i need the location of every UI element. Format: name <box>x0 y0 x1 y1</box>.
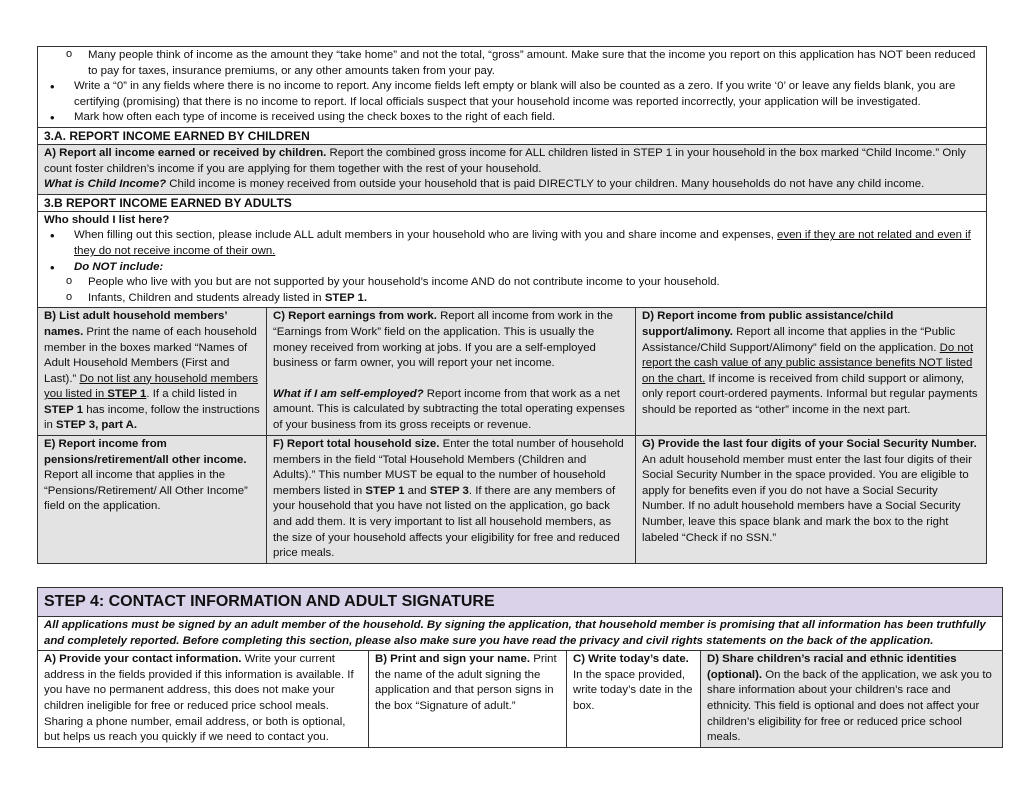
cell-c-text: Report all income from work in the “Earnings from Work” field on the application. This is usually the money received from working at jobs. If you are a self-employed business or farm owner, you will report your net income. <box>273 310 613 370</box>
step4-signature-text: Print the name of the adult signing the application and that person signs in the box “Signature of adult.” <box>375 653 557 712</box>
cell-f-text2: . If there are any members of your household that you have not listed on the application, go back and add them. It is very important to list all household members, as the size of your household affects your eligibility for free and reduced price meals. <box>273 484 620 560</box>
gross-income-note: o Many people think of income as the amount they “take home” and not the total, “gross” amount. Make sure that the income you report on this application has NOT been reduced to pay for taxes, insurance premiums, or any other amounts taken from your pay. <box>44 48 980 79</box>
who-to-list-underline: even if they are not related and even if they do not receive income of their own. <box>74 229 971 257</box>
who-to-list-item <box>44 228 980 259</box>
cell-b-step3: STEP 3, part A. <box>56 419 138 432</box>
cell-e-pensions <box>38 436 267 563</box>
cell-c-question: What if I am self-employed? <box>273 387 424 400</box>
cell-e-text: Report all income that applies in the “Pensions/Retirement/ All Other Income” field on the application. <box>44 469 248 513</box>
step4-title: STEP 4: CONTACT INFORMATION AND ADULT SIGNATURE <box>38 588 1002 617</box>
step4-ethnicity-title: D) Share children’s racial and ethnic identities (optional). <box>707 653 957 681</box>
cell-g-text: An adult household member must enter the last four digits of their Social Security Number in the space provided. You are eligible to apply for benefits even if you do not have a Social Security Number. If no adult household members have a Social Security Number, leave this space blank and mark the box to the right labeled “Check if no SSN.” <box>642 453 972 544</box>
cell-g-title: G) Provide the last four digits of your Social Security Number. <box>642 438 977 451</box>
section-3b-heading: 3.B REPORT INCOME EARNED BY ADULTS <box>38 195 986 212</box>
who-list <box>44 228 980 275</box>
step4-contact-title: A) Provide your contact information. <box>44 653 242 666</box>
cell-f-household-size <box>267 436 636 563</box>
step4-signature-title: B) Print and sign your name. <box>375 653 531 666</box>
cell-d-underline: Do not report the cash value of any public assistance benefits NOT listed on the chart. <box>642 341 974 385</box>
step4-date-text: In the space provided, write today’s date in the box. <box>573 668 693 712</box>
exclusion-item <box>44 291 980 307</box>
exclusion-text: Infants, Children and students already listed in <box>88 291 325 304</box>
step4-cell-date <box>567 651 701 747</box>
child-income-definition <box>44 177 980 193</box>
cell-b-underline: Do not list any household members you listed in <box>44 372 258 401</box>
child-income-question: What is Child Income? <box>44 178 167 191</box>
bullet-list <box>44 79 980 126</box>
who-to-list-text: When filling out this section, please include ALL adult members in your household who are living with you and share income and expenses, <box>74 229 778 242</box>
step4-cell-ethnicity <box>701 651 1002 747</box>
child-income-lead: A) Report all income earned or received by children. <box>44 146 327 159</box>
cell-f-and: and <box>404 484 430 497</box>
exclusion-item: o People who live with you but are not supported by your household’s income AND do not contribute income to your household. <box>44 275 980 291</box>
section-3a-body <box>38 145 986 195</box>
cell-d-public-assistance <box>636 308 986 435</box>
section-3a-heading: 3.A. REPORT INCOME EARNED BY CHILDREN <box>38 128 986 145</box>
step4-cell-contact <box>38 651 369 747</box>
cell-d-text: Report all income that applies in the “Public Assistance/Child Support/Alimony” field on the application. <box>642 325 956 354</box>
frequency-note: • Mark how often each type of income is received using the check boxes to the right of each field. <box>44 110 980 126</box>
cell-b-step1-underline: STEP 1 <box>107 388 147 401</box>
child-income-answer: Child income is money received from outside your household that is paid DIRECTLY to your children. Many households do not have any child income. <box>166 178 925 191</box>
cell-d-text2: If income is received from child support or alimony, only report court-ordered payments. Informal but regular payments should be reported as “other” income in the next part. <box>642 372 978 416</box>
step4-date-title: C) Write today’s date. <box>573 653 689 666</box>
who-to-list-label: Who should I list here? <box>44 213 170 226</box>
adult-income-row-1 <box>38 308 986 436</box>
cell-b-title: B) List adult household members’ names. <box>44 310 227 338</box>
adult-income-row-2 <box>38 436 986 563</box>
exclusion-list <box>44 275 980 306</box>
cell-f-title: F) Report total household size. <box>273 438 440 451</box>
child-income-text: Report the combined gross income for ALL children listed in STEP 1 in your household in the box marked “Child Income.” Only count foster children’s income if you are applying for them together with the rest of your household. <box>44 146 966 175</box>
cell-g-ssn <box>636 436 986 563</box>
cell-b-adult-members <box>38 308 267 435</box>
step4-row <box>38 651 1002 747</box>
cell-b-text: Print the name of each household member in the boxes marked “Names of Adult Household Members (First and Last).” <box>44 325 257 385</box>
step4-section <box>37 587 1003 748</box>
sub-bullet-list <box>44 48 980 79</box>
income-intro-section <box>38 47 986 128</box>
cell-e-title: E) Report income from pensions/retirement/all other income. <box>44 438 247 466</box>
cell-f-step1: STEP 1 <box>365 484 405 497</box>
cell-b-text3: has income, follow the instructions in <box>44 403 260 432</box>
instructions-table <box>37 46 987 564</box>
step4-contact-text: Write your current address in the fields provided if this information is available. If you have no permanent address, this does not make your children ineligible for free or reduced price school meals. Sharing a phone number, email address, or both is optional, but helps us reach you quickly if we need to contact you. <box>44 653 354 744</box>
cell-f-step3: STEP 3 <box>429 484 469 497</box>
step4-intro: All applications must be signed by an adult member of the household. By signing the application, that household member is promising that all information has been truthfully and completely reported. Before completing this section, please also make sure you have read the privacy and civil rights statements on the back of the application. <box>38 617 1002 651</box>
cell-c-title: C) Report earnings from work. <box>273 310 437 323</box>
cell-b-text2: . If a child listed in <box>146 388 237 401</box>
do-not-include-item <box>44 260 980 276</box>
cell-f-text: Enter the total number of household members in the field “Total Household Members (Children and Adults).” This number MUST be equal to the number of household members listed in <box>273 438 624 497</box>
zero-income-note: • Write a “0” in any fields where there is no income to report. Any income fields left empty or blank will also be counted as a zero. If you write ‘0’ or leave any fields blank, you are certifying (promising) that there is no income to report. If local officials suspect that your household income was reported incorrectly, your application will be investigated. <box>44 79 980 110</box>
cell-c-answer: Report income from that work as a net amount. This is calculated by subtracting the total operating expenses of your business from its gross receipts or revenue. <box>273 387 625 431</box>
cell-c-earnings <box>267 308 636 435</box>
step4-cell-signature <box>369 651 567 747</box>
child-income-instructions <box>44 146 980 177</box>
step4-ethnicity-text: On the back of the application, we ask you to share information about your children’s race and ethnicity. This field is optional and does not affect your children’s eligibility for free or reduced price school meals. <box>707 668 992 744</box>
cell-d-title: D) Report income from public assistance/child support/alimony. <box>642 310 894 338</box>
do-not-include-label: Do NOT include: <box>74 260 164 273</box>
exclusion-step: STEP 1. <box>324 291 368 304</box>
section-3b-body <box>38 212 986 309</box>
cell-b-step1: STEP 1 <box>44 403 84 416</box>
